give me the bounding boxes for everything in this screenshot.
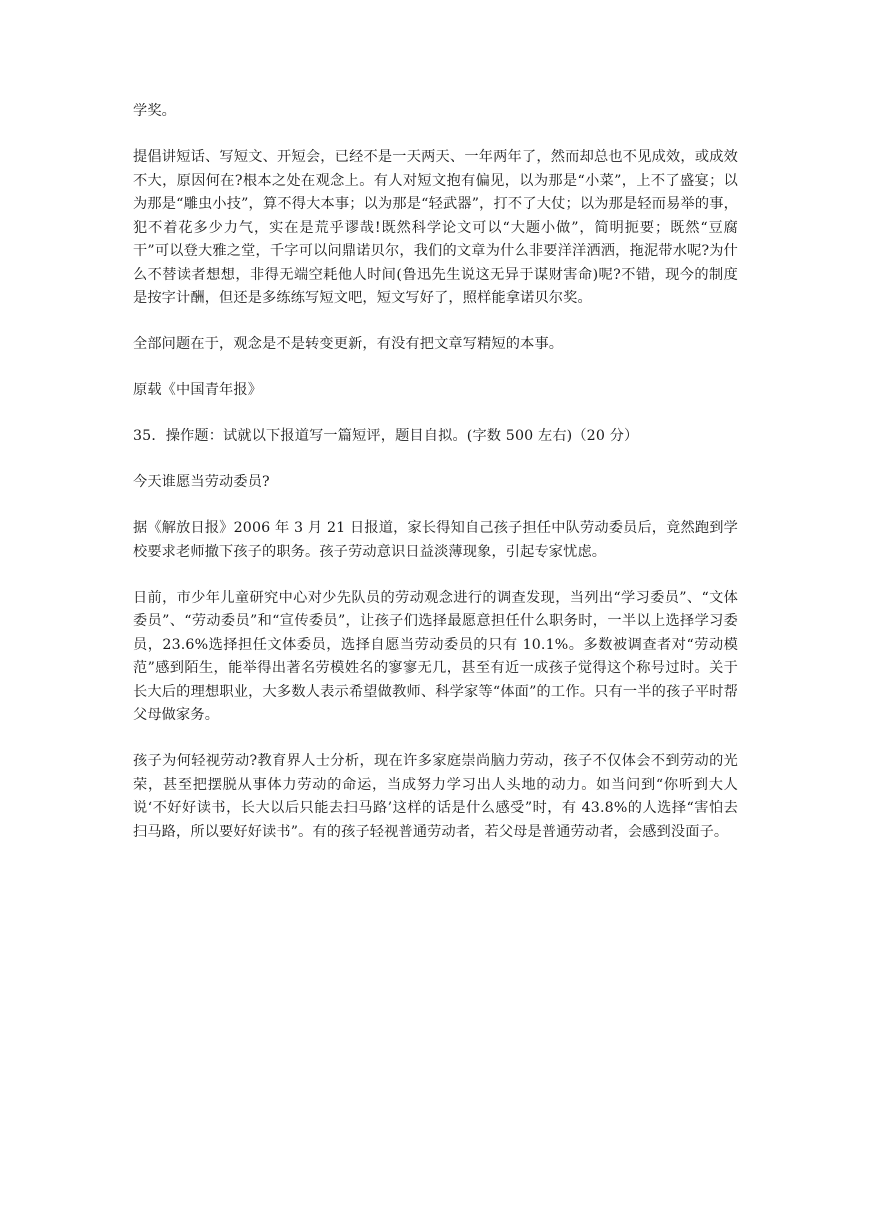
document-body bbox=[133, 100, 738, 867]
paragraph-continuation: 学奖。 bbox=[133, 103, 177, 119]
report-paragraph-1: 据《解放日报》2006 年 3 月 21 日报道，家长得知自己孩子担任中队劳动委员后，竟然跑到学校要求老师撤下孩子的职务。孩子劳动意识日益淡薄现象，引起专家忧虑。 bbox=[133, 520, 738, 560]
paragraph-short-article-argument: 提倡讲短话、写短文、开短会，已经不是一天两天、一年两年了，然而却总也不见成效，或成效不大，原因何在?根本之处在观念上。有人对短文抱有偏见，以为那是“小菜”，上不了盛宴；以为那是“雕虫小技”，算不得大本事；以为那是“轻武器”，打不了大仗；以为那是轻而易举的事，犯不着花多少力气，实在是荒乎谬哉!既然科学论文可以“大题小做”，简明扼要；既然“豆腐干”可以登大雅之堂，千字可以问鼎诺贝尔，我们的文章为什么非要洋洋洒洒，拖泥带水呢?为什么不替读者想想，非得无端空耗他人时间(鲁迅先生说这无异于谋财害命)呢?不错，现今的制度是按字计酬，但还是多练练写短文吧，短文写好了，照样能拿诺贝尔奖。 bbox=[133, 149, 738, 306]
question-35-prompt: 35．操作题：试就以下报道写一篇短评，题目自拟。(字数 500 左右)（20 分） bbox=[133, 428, 639, 444]
report-paragraph-2: 日前，市少年儿童研究中心对少先队员的劳动观念进行的调查发现，当列出“学习委员”、“文体委员”、“劳动委员”和“宣传委员”，让孩子们选择最愿意担任什么职务时，一半以上选择学习委员，23.6%选择担任文体委员，选择自愿当劳动委员的只有 10.1%。多数被调查者对“劳动模范”感到陌生，能举得出著名劳模姓名的寥寥无几，甚至有近一成孩子觉得这个称号过时。关于长大后的理想职业，大多数人表示希望做教师、科学家等“体面”的工作。只有一半的孩子平时帮父母做家务。 bbox=[133, 589, 738, 723]
paragraph-conclusion: 全部问题在于，观念是不是转变更新，有没有把文章写精短的本事。 bbox=[133, 336, 564, 352]
report-paragraph-3: 孩子为何轻视劳动?教育界人士分析，现在许多家庭崇尚脑力劳动，孩子不仅体会不到劳动的光荣，甚至把摆脱从事体力劳动的命运，当成努力学习出人头地的动力。如当问到“你听到大人说‘不好好读书，长大以后只能去扫马路’这样的话是什么感受”时，有 43.8%的人选择“害怕去扫马路，所以要好好读书”。有的孩子轻视普通劳动者，若父母是普通劳动者，会感到没面子。 bbox=[133, 753, 738, 840]
report-title: 今天谁愿当劳动委员? bbox=[133, 474, 270, 490]
source-note: 原载《中国青年报》 bbox=[133, 382, 263, 398]
